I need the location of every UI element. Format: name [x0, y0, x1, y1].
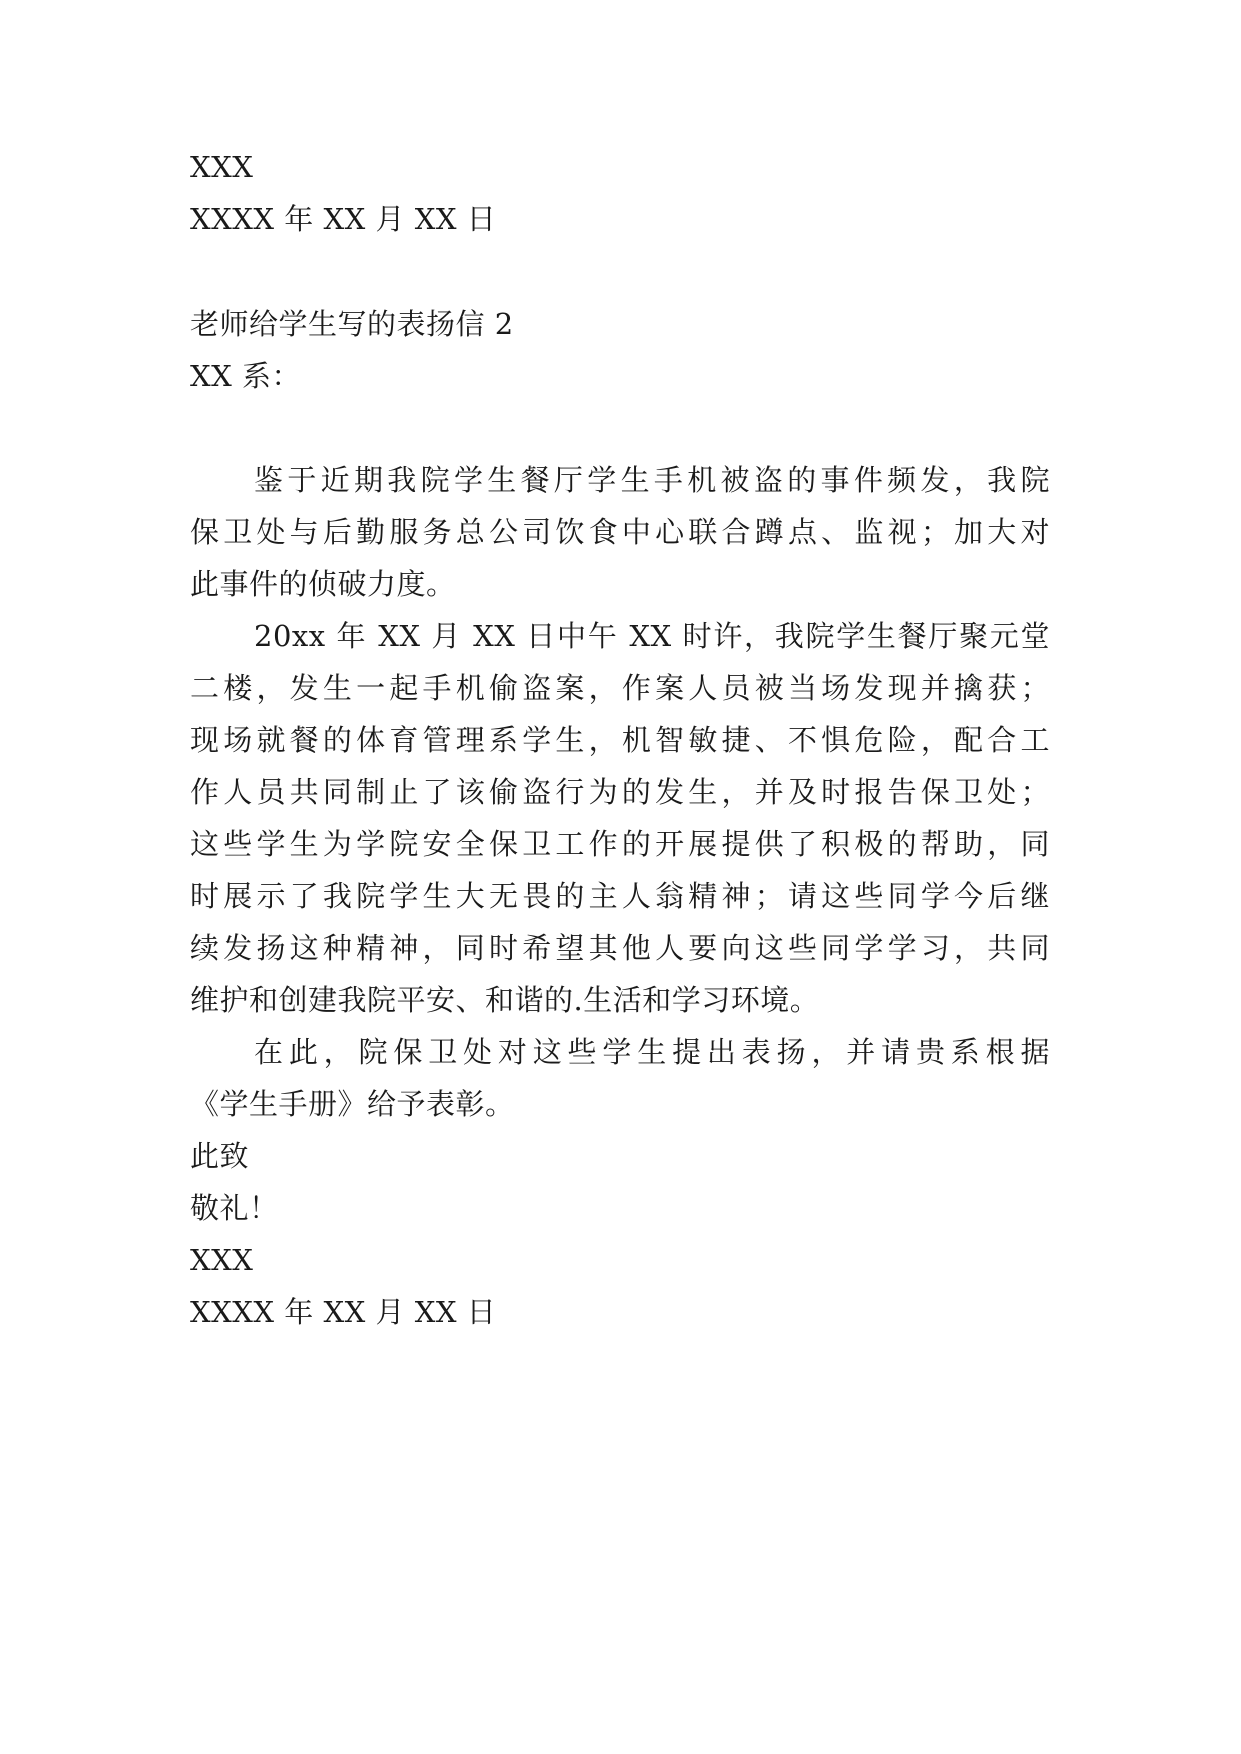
body-line-12: 在此，院保卫处对这些学生提出表扬，并请贵系根据 [254, 1035, 1050, 1069]
body-line-2: 保卫处与后勤服务总公司饮食中心联合蹲点、监视；加大对 [190, 515, 1050, 549]
body-line-10: 续发扬这种精神，同时希望其他人要向这些同学学习，共同 [190, 931, 1050, 965]
body-line-7: 作人员共同制止了该偷盗行为的发生，并及时报告保卫处； [190, 775, 1050, 809]
letter1-signature: XXX [190, 150, 254, 184]
letter2-title: 老师给学生写的表扬信 2 [190, 307, 514, 341]
body-line-9: 时展示了我院学生大无畏的主人翁精神；请这些同学今后继 [190, 879, 1050, 913]
body-line-11: 维护和创建我院平安、和谐的.生活和学习环境。 [190, 983, 820, 1017]
body-line-8: 这些学生为学院安全保卫工作的开展提供了积极的帮助，同 [190, 827, 1050, 861]
letter2-salutation: XX 系： [190, 359, 302, 393]
body-line-1: 鉴于近期我院学生餐厅学生手机被盗的事件频发，我院 [254, 463, 1050, 497]
closing-salute: 敬礼！ [190, 1191, 279, 1225]
letter2-signature: XXX [190, 1243, 254, 1277]
letter1-date: XXXX 年 XX 月 XX 日 [190, 202, 497, 236]
letter2-date: XXXX 年 XX 月 XX 日 [190, 1295, 497, 1329]
body-line-3: 此事件的侦破力度。 [190, 567, 456, 601]
body-line-5: 二楼，发生一起手机偷盗案，作案人员被当场发现并擒获； [190, 671, 1050, 705]
body-line-13: 《学生手册》给予表彰。 [190, 1087, 515, 1121]
closing-regards: 此致 [190, 1139, 250, 1173]
body-line-4: 20xx 年 XX 月 XX 日中午 XX 时许，我院学生餐厅聚元堂 [254, 619, 1050, 653]
body-line-6: 现场就餐的体育管理系学生，机智敏捷、不惧危险，配合工 [190, 723, 1050, 757]
